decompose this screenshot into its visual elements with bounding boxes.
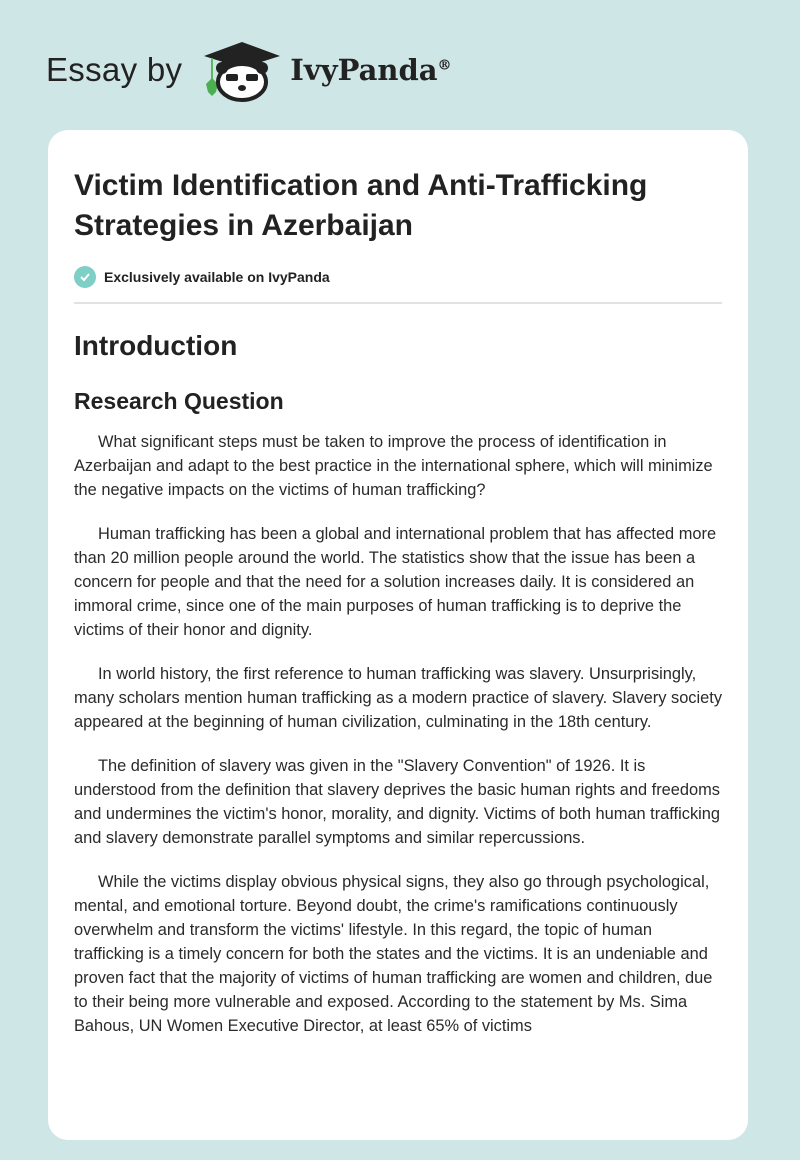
ivypanda-logo[interactable] — [198, 38, 451, 102]
essay-by-label: Essay by — [46, 51, 183, 88]
badge-label: Exclusively available on IvyPanda — [104, 269, 330, 285]
paragraph: What significant steps must be taken to improve the process of identification in Azerbaijan and adapt to the best practice in the international sphere, which will minimize the negative impacts on the victims of human trafficking? — [74, 433, 713, 499]
paragraph: In world history, the first reference to human trafficking was slavery. Unsurprisingly, many scholars mention human trafficking as a modern practice of slavery. Slavery society appeared at the beginning of human civilization, culminating in the 18th century. — [74, 665, 723, 731]
paragraph: Human trafficking has been a global and international problem that has affected more than 20 million people around the world. The statistics show that the issue has been a concern for people and that the need for a solution increases daily. It is considered an immoral crime, since one of the main purposes of human trafficking is to deprive the victims of their honor and dignity. — [74, 525, 717, 639]
section-heading-introduction: Introduction — [74, 330, 238, 361]
essay-title: Victim Identification and Anti-Trafficking Strategies in Azerbaijan — [74, 169, 648, 242]
exclusive-badge — [74, 266, 722, 288]
brand-name: IvyPanda® — [290, 53, 452, 87]
paragraph: While the victims display obvious physical signs, they also go through psychological, mental, and emotional torture. Beyond doubt, the crime's ramifications continuously overwhelm and transform the victims' lifestyle. In this regard, the topic of human trafficking is a timely concern for both the states and the victims. It is an undeniable and proven fact that the majority of victims of human trafficking are women and children, due to their being more vulnerable and exposed. According to the statement by Ms. Sima Bahous, UN Women Executive Director, at least 65% of victims — [74, 873, 713, 1035]
essay-card — [48, 130, 748, 1140]
site-header — [46, 38, 452, 102]
divider — [74, 302, 722, 304]
panda-graduate-icon — [198, 38, 284, 102]
subheading-research-question: Research Question — [74, 388, 284, 414]
check-icon — [74, 266, 96, 288]
paragraph: The definition of slavery was given in the "Slavery Convention" of 1926. It is understood from the definition that slavery deprives the basic human rights and freedoms and undermines the victim's honor, morality, and dignity. Victims of both human trafficking and slavery demonstrate parallel symptoms and similar repercussions. — [74, 757, 721, 847]
